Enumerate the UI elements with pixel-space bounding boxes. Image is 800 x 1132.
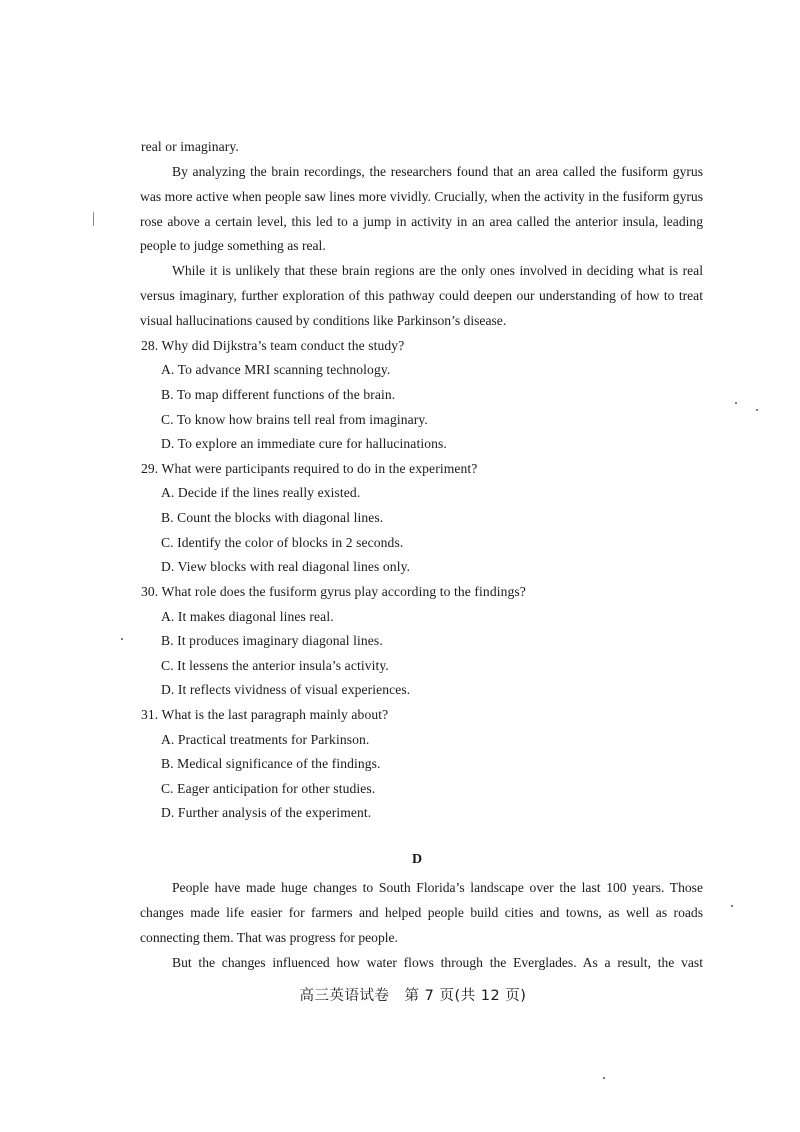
question-29-stem: 29. What were participants required to do in the experiment? [141,461,478,476]
question-29-option-b: B. Count the blocks with diagonal lines. [161,510,384,525]
page-footer: 高三英语试卷 第 7 页(共 12 页) [299,988,527,1004]
question-28-option-a: A. To advance MRI scanning technology. [161,362,391,377]
section-d-heading: D [411,852,423,867]
question-29-option-d: D. View blocks with real diagonal lines only. [161,559,411,574]
question-31-option-d: D. Further analysis of the experiment. [161,805,372,820]
scan-speck [735,402,737,404]
question-31-option-b: B. Medical significance of the findings. [161,756,381,771]
passage-c-continuation: real or imaginary. [141,139,239,154]
passage-d-paragraph-1: People have made huge changes to South Florida’s landscape over the last 100 years. Those changes made life easier for farmers and helped people build cities and towns, as well as roads connecting them. That was progress for people. [140,880,703,945]
passage-c-paragraph-2: While it is unlikely that these brain regions are the only ones involved in deciding what is real versus imaginary, further exploration of this pathway could deepen our understanding of how to treat visual hallucinations caused by conditions like Parkinson’s disease. [140,263,703,328]
question-30-option-b: B. It produces imaginary diagonal lines. [161,633,383,648]
question-28-stem: 28. Why did Dijkstra’s team conduct the study? [141,338,405,353]
question-30-option-c: C. It lessens the anterior insula’s activity. [161,658,389,673]
scan-speck [121,638,123,640]
scan-mark [93,212,94,226]
question-30-option-d: D. It reflects vividness of visual experiences. [161,682,411,697]
question-28-option-d: D. To explore an immediate cure for hallucinations. [161,436,447,451]
passage-c-paragraph-1: By analyzing the brain recordings, the researchers found that an area called the fusiform gyrus was more active when people saw lines more vividly. Crucially, when the activity in the fusiform gyrus rose above a certain level, this led to a jump in activity in an area called the anterior insula, leading people to judge something as real. [140,164,703,254]
question-30-option-a: A. It makes diagonal lines real. [161,609,334,624]
question-31-option-a: A. Practical treatments for Parkinson. [161,732,370,747]
question-28-option-b: B. To map different functions of the brain. [161,387,396,402]
scan-speck [756,409,758,411]
question-28-option-c: C. To know how brains tell real from imaginary. [161,412,428,427]
scan-speck [603,1077,605,1079]
question-29-option-c: C. Identify the color of blocks in 2 seconds. [161,535,404,550]
question-30-stem: 30. What role does the fusiform gyrus play according to the findings? [141,584,526,599]
question-29-option-a: A. Decide if the lines really existed. [161,485,361,500]
scan-speck [731,905,733,907]
passage-d-paragraph-2: But the changes influenced how water flows through the Everglades. As a result, the vast [172,955,703,970]
question-31-stem: 31. What is the last paragraph mainly about? [141,707,389,722]
question-31-option-c: C. Eager anticipation for other studies. [161,781,376,796]
